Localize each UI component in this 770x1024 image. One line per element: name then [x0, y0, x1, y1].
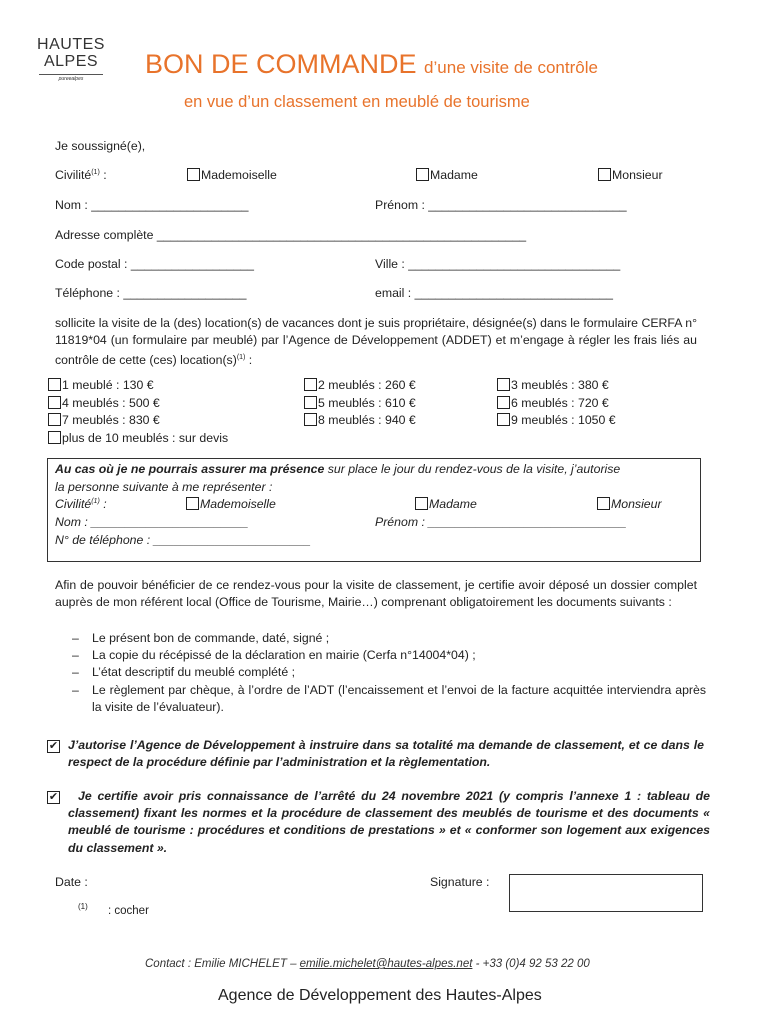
option-10-plus[interactable]: plus de 10 meublés : sur devis [48, 431, 228, 445]
signature-label: Signature : [430, 875, 490, 889]
checkbox-9[interactable] [497, 413, 510, 426]
option-2-meubles[interactable]: 2 meublés : 260 € [304, 378, 416, 392]
checkbox-monsieur[interactable] [598, 168, 611, 181]
title-rest: d’une visite de contrôle [424, 58, 598, 77]
check-icon[interactable]: ✔ [48, 791, 59, 803]
civility-monsieur[interactable]: Monsieur [598, 168, 663, 182]
contact-email-link[interactable]: emilie.michelet@hautes-alpes.net [299, 958, 473, 970]
proxy-madame[interactable]: Madame [415, 497, 477, 511]
code-postal-field[interactable]: Code postal : __________________ [55, 257, 254, 271]
footnote-text: : cocher [108, 905, 149, 917]
checkbox-1[interactable] [48, 378, 61, 391]
page-subtitle: en vue d’un classement en meublé de tourisme [184, 93, 530, 111]
email-field[interactable]: email : _____________________________ [375, 286, 613, 300]
logo-tagline: pureealpes [58, 76, 84, 82]
adresse-field[interactable]: Adresse complète ______________________________________________________ [55, 228, 527, 242]
option-3-meubles[interactable]: 3 meublés : 380 € [497, 378, 609, 392]
proxy-monsieur[interactable]: Monsieur [597, 497, 662, 511]
checkbox-madame[interactable] [416, 168, 429, 181]
ville-field[interactable]: Ville : _______________________________ [375, 257, 621, 271]
consent-text-1: J’autorise l’Agence de Développement à instruire dans sa totalité ma demande de classement, et ce dans le respect de la procédure définie par l’administration et la règlementation. [68, 738, 704, 770]
option-9-meubles[interactable]: 9 meublés : 1050 € [497, 413, 616, 427]
title-main: BON DE COMMANDE [145, 49, 417, 79]
checkbox-10-plus[interactable] [48, 431, 61, 444]
proxy-checkbox-madame[interactable] [415, 497, 428, 510]
proxy-checkbox-mademoiselle[interactable] [186, 497, 199, 510]
option-5-meubles[interactable]: 5 meublés : 610 € [304, 396, 416, 410]
requirement-item: – Le présent bon de commande, daté, signé ; [72, 631, 330, 645]
option-1-meuble[interactable]: 1 meublé : 130 € [48, 378, 154, 392]
requirements-list [72, 630, 706, 716]
civility-label: Civilité$^{(1)}$ : [55, 168, 107, 182]
civility-mademoiselle[interactable]: Mademoiselle [187, 168, 277, 182]
checkbox-2[interactable] [304, 378, 317, 391]
consent-checkbox-2[interactable] [47, 789, 60, 804]
civility-madame[interactable]: Madame [416, 168, 478, 182]
requirement-item: – L’état descriptif du meublé complété ; [72, 665, 296, 680]
checkbox-7[interactable] [48, 413, 61, 426]
checkbox-5[interactable] [304, 396, 317, 409]
checkbox-3[interactable] [497, 378, 510, 391]
check-icon[interactable]: ✔ [48, 740, 59, 752]
proxy-prenom-field[interactable]: Prénom : _____________________________ [375, 515, 627, 529]
proxy-phone-field[interactable]: N° de téléphone : _______________________ [55, 533, 311, 547]
date-label: Date : [55, 875, 88, 889]
agency-name: Agence de Développement des Hautes-Alpes [218, 987, 542, 1004]
checkbox-8[interactable] [304, 413, 317, 426]
footnote-mark: (1) [78, 902, 88, 911]
proxy-checkbox-monsieur[interactable] [597, 497, 610, 510]
proxy-line1: Au cas où je ne pourrais assurer ma présence sur place le jour du rendez-vous de la visite, j’autorise [55, 462, 621, 476]
prenom-field[interactable]: Prénom : _____________________________ [375, 198, 627, 212]
logo-line1: HAUTES [37, 36, 105, 53]
telephone-field[interactable]: Téléphone : __________________ [55, 286, 247, 300]
option-4-meubles[interactable]: 4 meublés : 500 € [48, 396, 160, 410]
logo [37, 36, 105, 82]
checkbox-4[interactable] [48, 396, 61, 409]
checkbox-mademoiselle[interactable] [187, 168, 200, 181]
request-paragraph: sollicite la visite de la (des) location(s) de vacances dont je suis propriétaire, désignée(s) dans le formulaire CERFA n° 11819*04 (un formulaire par meublé) par l’Agence de Développement (ADDET) et m’engage à régler les frais liés au contrôle de cette (ces) $location(s)^{(1)}$ : [55, 316, 697, 368]
signature-box[interactable] [509, 874, 703, 912]
intro-text: Je soussigné(e), [55, 139, 146, 153]
consent-text-2: Je certifie avoir pris connaissance de l’arrêté du 24 novembre 2021 (y compris l’annexe 1 : tableau de classement) fixant les normes et la procédure de classement des meublés de tourisme et des documents « meublé de tourisme : procédures et conditions de prestations » et « conformer son logement aux exigences du classement ». [68, 789, 710, 855]
option-6-meubles[interactable]: 6 meublés : 720 € [497, 396, 609, 410]
proxy-line2: la personne suivante à me représenter : [55, 480, 273, 494]
proxy-nom-field[interactable]: Nom : _______________________ [55, 515, 249, 529]
logo-divider [39, 74, 103, 75]
requirement-item: – Le règlement par chèque, à l’ordre de l’ADT (l’encaissement et l’envoi de la facture acquittée interviendra après la visite de l’évaluateur). [72, 682, 706, 714]
nom-field[interactable]: Nom : _______________________ [55, 198, 249, 212]
option-8-meubles[interactable]: 8 meublés : 940 € [304, 413, 416, 427]
certification-intro: Afin de pouvoir bénéficier de ce rendez-vous pour la visite de classement, je certifie avoir déposé un dossier complet auprès de mon référent local (Office de Tourisme, Mairie…) comprenant obligatoirement les documents suivants : [55, 578, 697, 610]
page-title [145, 49, 598, 80]
proxy-civility-label: Civilité$^{(1)}$ : [55, 497, 107, 511]
logo-line2: ALPES [43, 53, 99, 70]
requirement-item: – La copie du récépissé de la déclaration en mairie (Cerfa n°14004*04) ; [72, 648, 476, 663]
checkbox-6[interactable] [497, 396, 510, 409]
option-7-meubles[interactable]: 7 meublés : 830 € [48, 413, 160, 427]
consent-checkbox-1[interactable] [47, 738, 60, 753]
proxy-mademoiselle[interactable]: Mademoiselle [186, 497, 276, 511]
footer-contact: Contact : Emilie MICHELET – emilie.michelet@hautes-alpes.net - +33 (0)4 92 53 22 00 [145, 958, 590, 970]
